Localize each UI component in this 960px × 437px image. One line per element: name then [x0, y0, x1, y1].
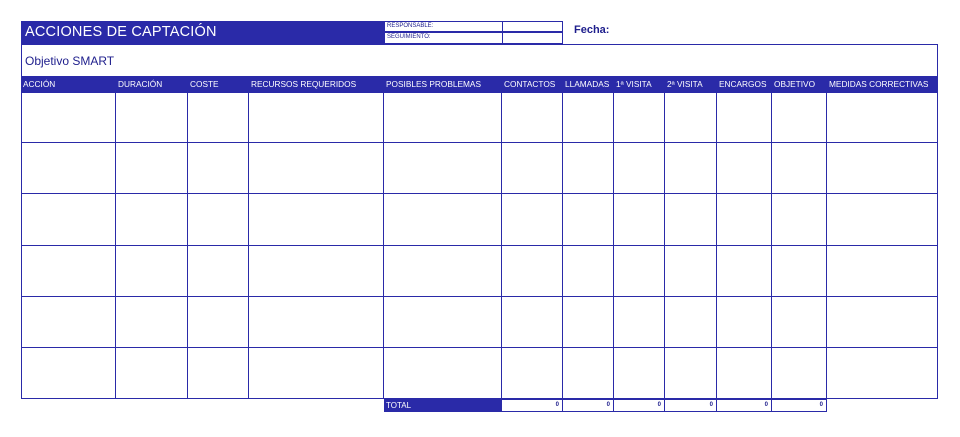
table-cell-recursos[interactable] — [249, 348, 384, 399]
table-cell-recursos[interactable] — [249, 194, 384, 245]
table-cell-duracion[interactable] — [116, 348, 188, 399]
table-cell-visita2[interactable] — [665, 246, 717, 297]
table-cell-objetivo[interactable] — [772, 143, 827, 194]
table-cell-medidas[interactable] — [827, 348, 938, 399]
table-cell-problemas[interactable] — [384, 246, 502, 297]
table-cell-contactos[interactable] — [502, 297, 563, 348]
table-cell-accion[interactable] — [21, 246, 116, 297]
total-label: TOTAL — [384, 399, 502, 412]
total-encargos: 0 — [717, 399, 772, 412]
table-cell-encargos[interactable] — [717, 348, 772, 399]
table-cell-coste[interactable] — [188, 92, 249, 143]
table-cell-objetivo[interactable] — [772, 194, 827, 245]
table-cell-llamadas[interactable] — [563, 348, 614, 399]
table-cell-coste[interactable] — [188, 194, 249, 245]
table-cell-llamadas[interactable] — [563, 246, 614, 297]
seguimiento-label: SEGUIMIENTO: — [384, 32, 503, 44]
table-cell-coste[interactable] — [188, 297, 249, 348]
table-cell-recursos[interactable] — [249, 143, 384, 194]
table-cell-llamadas[interactable] — [563, 194, 614, 245]
responsable-label: RESPONSABLE: — [384, 21, 503, 32]
table-cell-visita1[interactable] — [614, 143, 665, 194]
table-cell-encargos[interactable] — [717, 194, 772, 245]
table-cell-contactos[interactable] — [502, 92, 563, 143]
table-cell-recursos[interactable] — [249, 297, 384, 348]
table-cell-encargos[interactable] — [717, 92, 772, 143]
column-header-coste: COSTE — [190, 79, 219, 89]
column-header-visita1: 1ª VISITA — [616, 79, 652, 89]
table-cell-contactos[interactable] — [502, 348, 563, 399]
table-cell-problemas[interactable] — [384, 348, 502, 399]
table-cell-llamadas[interactable] — [563, 297, 614, 348]
column-header-llamadas: LLAMADAS — [565, 79, 610, 89]
column-header-encargos: ENCARGOS — [719, 79, 767, 89]
table-cell-visita1[interactable] — [614, 297, 665, 348]
table-cell-llamadas[interactable] — [563, 92, 614, 143]
table-cell-contactos[interactable] — [502, 143, 563, 194]
table-cell-objetivo[interactable] — [772, 92, 827, 143]
column-header-contactos: CONTACTOS — [504, 79, 556, 89]
table-cell-problemas[interactable] — [384, 92, 502, 143]
seguimiento-field[interactable] — [502, 32, 563, 44]
table-cell-visita2[interactable] — [665, 143, 717, 194]
table-cell-contactos[interactable] — [502, 194, 563, 245]
table-cell-problemas[interactable] — [384, 297, 502, 348]
table-header — [21, 77, 938, 92]
table-cell-encargos[interactable] — [717, 297, 772, 348]
total-llamadas: 0 — [563, 399, 614, 412]
table-cell-visita1[interactable] — [614, 92, 665, 143]
table-cell-visita2[interactable] — [665, 348, 717, 399]
table-cell-coste[interactable] — [188, 348, 249, 399]
page-title: ACCIONES DE CAPTACIÓN — [21, 21, 385, 44]
table-cell-accion[interactable] — [21, 297, 116, 348]
table-cell-accion[interactable] — [21, 348, 116, 399]
column-header-recursos: RECURSOS REQUERIDOS — [251, 79, 357, 89]
table-cell-objetivo[interactable] — [772, 246, 827, 297]
table-cell-visita1[interactable] — [614, 194, 665, 245]
table-cell-objetivo[interactable] — [772, 297, 827, 348]
table-cell-medidas[interactable] — [827, 297, 938, 348]
table-cell-accion[interactable] — [21, 194, 116, 245]
table-cell-accion[interactable] — [21, 143, 116, 194]
table-cell-duracion[interactable] — [116, 92, 188, 143]
total-visita2: 0 — [665, 399, 717, 412]
fecha-label: Fecha: — [574, 24, 610, 36]
table-cell-coste[interactable] — [188, 246, 249, 297]
total-visita1: 0 — [614, 399, 665, 412]
table-cell-visita1[interactable] — [614, 348, 665, 399]
table-cell-visita2[interactable] — [665, 92, 717, 143]
table-cell-visita1[interactable] — [614, 246, 665, 297]
column-header-visita2: 2ª VISITA — [667, 79, 703, 89]
table-cell-duracion[interactable] — [116, 246, 188, 297]
table-cell-duracion[interactable] — [116, 297, 188, 348]
table-cell-recursos[interactable] — [249, 246, 384, 297]
table-cell-coste[interactable] — [188, 143, 249, 194]
smart-objective-field[interactable]: Objetivo SMART — [21, 44, 938, 77]
responsable-field[interactable] — [502, 21, 563, 32]
actions-table — [21, 92, 938, 399]
table-cell-problemas[interactable] — [384, 143, 502, 194]
table-cell-visita2[interactable] — [665, 297, 717, 348]
table-cell-medidas[interactable] — [827, 246, 938, 297]
total-objetivo: 0 — [772, 399, 827, 412]
table-cell-medidas[interactable] — [827, 143, 938, 194]
total-contactos: 0 — [502, 399, 563, 412]
table-cell-objetivo[interactable] — [772, 348, 827, 399]
column-header-problemas: POSIBLES PROBLEMAS — [386, 79, 481, 89]
table-cell-duracion[interactable] — [116, 194, 188, 245]
table-cell-llamadas[interactable] — [563, 143, 614, 194]
table-cell-medidas[interactable] — [827, 194, 938, 245]
table-cell-encargos[interactable] — [717, 246, 772, 297]
table-cell-visita2[interactable] — [665, 194, 717, 245]
table-cell-accion[interactable] — [21, 92, 116, 143]
column-header-medidas: MEDIDAS CORRECTIVAS — [829, 79, 929, 89]
table-cell-problemas[interactable] — [384, 194, 502, 245]
column-header-accion: ACCIÓN — [23, 79, 56, 89]
table-cell-medidas[interactable] — [827, 92, 938, 143]
table-cell-encargos[interactable] — [717, 143, 772, 194]
table-cell-duracion[interactable] — [116, 143, 188, 194]
column-header-objetivo: OBJETIVO — [774, 79, 816, 89]
column-header-duracion: DURACIÓN — [118, 79, 163, 89]
table-cell-recursos[interactable] — [249, 92, 384, 143]
table-cell-contactos[interactable] — [502, 246, 563, 297]
